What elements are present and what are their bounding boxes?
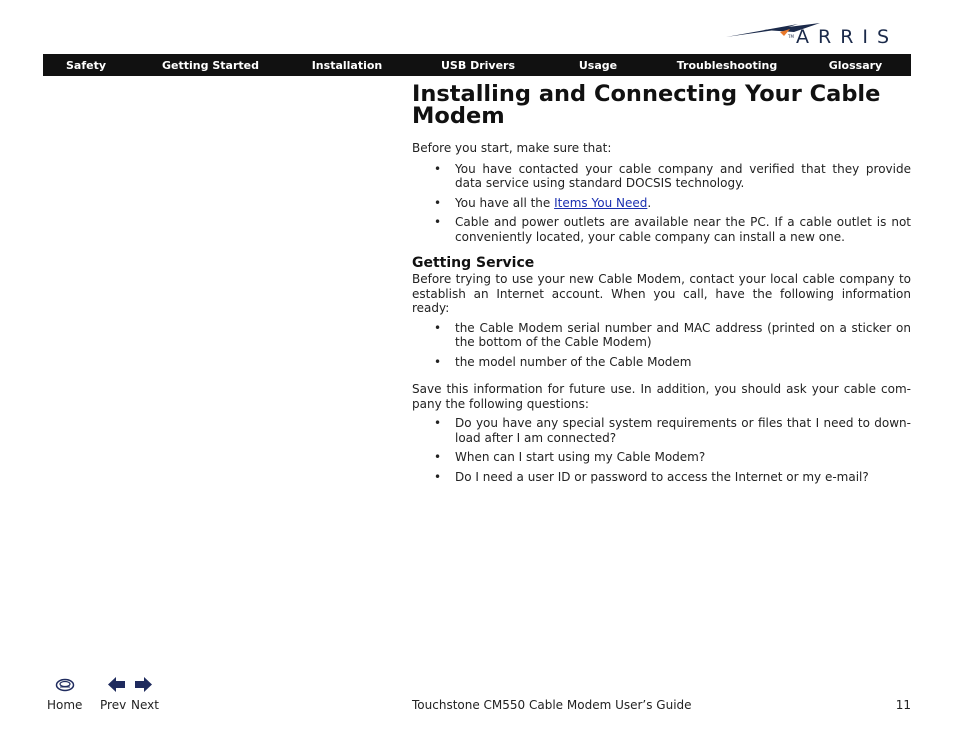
- svg-text:TM: TM: [788, 34, 794, 39]
- nav-getting-started[interactable]: Getting Started: [162, 58, 259, 72]
- list-item: • You have all the Items You Need.: [434, 195, 652, 210]
- nav-installation[interactable]: Installation: [311, 58, 383, 72]
- arris-logo-text: ARRIS: [796, 26, 899, 48]
- list-item: • Cable and power outlets are available near the PC. If a cable outlet is not conveniently located, your cable company can install a new one.: [434, 215, 911, 244]
- nav-glossary[interactable]: Glossary: [828, 58, 883, 72]
- checklist: [412, 162, 911, 245]
- page-number: 11: [895, 698, 911, 712]
- list-item: • the Cable Modem serial number and MAC address (printed on a sticker on the bottom of the Cable Modem): [434, 320, 911, 349]
- questions-list: [412, 416, 911, 484]
- save-paragraph: Save this information for future use. In addition, you should ask your cable com-pany the following questions:: [412, 382, 911, 411]
- info-list: [412, 321, 911, 370]
- home-icon[interactable]: [55, 676, 75, 692]
- left-arrow-icon[interactable]: [108, 677, 126, 692]
- nav-usb-drivers[interactable]: USB Drivers: [441, 58, 515, 72]
- prev-link[interactable]: Prev: [100, 698, 127, 712]
- main-content: [412, 80, 911, 484]
- document-title: Touchstone CM550 Cable Modem User’s Guide: [412, 698, 692, 712]
- nav-troubleshooting[interactable]: Troubleshooting: [676, 58, 778, 72]
- service-paragraph: Before trying to use your new Cable Modem, contact your local cable company to establish an Internet account. When you call, have the following information ready:: [412, 272, 911, 315]
- list-item: • You have contacted your cable company and verified that they provide data service using standard DOCSIS technology.: [434, 161, 911, 190]
- section-heading: Getting Service: [412, 255, 535, 271]
- items-you-need-link[interactable]: Items You Need: [554, 195, 648, 210]
- list-item: • Do I need a user ID or password to access the Internet or my e-mail?: [434, 469, 869, 484]
- list-item: • Do you have any special system requirements or files that I need to down-load after I am connected?: [434, 416, 911, 445]
- intro-text: Before you start, make sure that:: [412, 141, 612, 155]
- list-item: • the model number of the Cable Modem: [434, 354, 692, 369]
- nav-safety[interactable]: Safety: [65, 58, 107, 72]
- next-link[interactable]: Next: [131, 698, 159, 712]
- list-item: • When can I start using my Cable Modem?: [434, 450, 706, 464]
- right-arrow-icon[interactable]: [134, 677, 152, 692]
- home-link[interactable]: Home: [47, 698, 83, 712]
- nav-usage[interactable]: Usage: [578, 58, 618, 72]
- top-nav-bar: [43, 54, 911, 76]
- page-title: Installing and Connecting Your Cable Modem: [412, 81, 881, 129]
